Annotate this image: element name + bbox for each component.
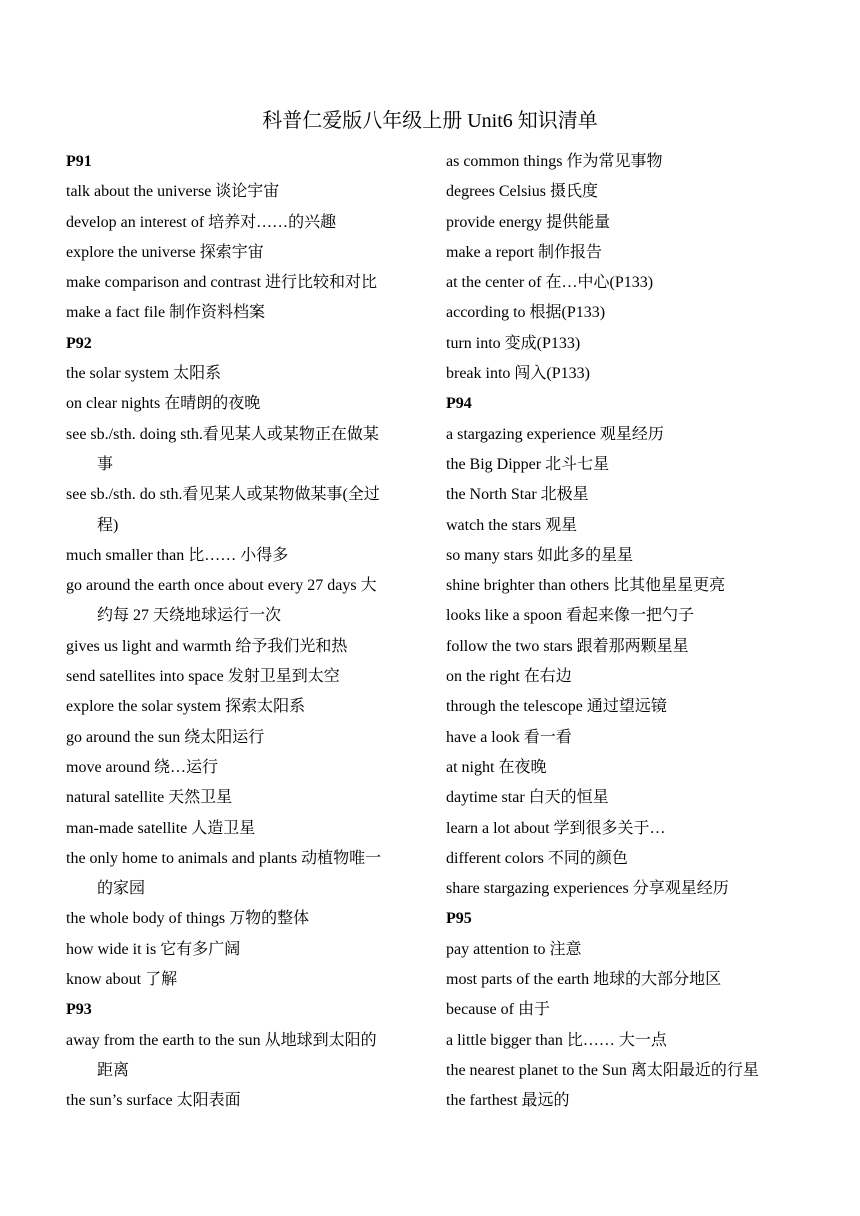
vocab-entry: know about 了解 [66, 971, 178, 989]
vocab-entry: see sb./sth. do sth.看见某人或某物做某事(全过 [66, 486, 380, 504]
vocab-entry: on the right 在右边 [446, 668, 572, 686]
vocab-entry: follow the two stars 跟着那两颗星星 [446, 637, 689, 655]
vocab-entry: degrees Celsius 摄氏度 [446, 183, 598, 201]
vocab-entry: go around the sun 绕太阳运行 [66, 728, 265, 746]
vocab-entry: away from the earth to the sun 从地球到太阳的 [66, 1031, 377, 1049]
vocab-entry: talk about the universe 谈论宇宙 [66, 183, 280, 201]
vocab-entry: the sun’s surface 太阳表面 [66, 1092, 241, 1110]
vocab-entry: watch the stars 观星 [446, 516, 578, 534]
vocab-entry: move around 绕…运行 [66, 758, 218, 776]
vocab-entry: explore the solar system 探索太阳系 [66, 698, 306, 716]
vocab-entry: send satellites into space 发射卫星到太空 [66, 668, 340, 686]
vocab-entry: looks like a spoon 看起来像一把勺子 [446, 607, 694, 625]
vocab-entry: on clear nights 在晴朗的夜晚 [66, 395, 261, 413]
vocab-entry: shine brighter than others 比其他星星更亮 [446, 577, 726, 595]
vocab-entry: make a fact file 制作资料档案 [66, 304, 266, 322]
vocab-entry: develop an interest of 培养对……的兴趣 [66, 213, 337, 231]
section-heading: P94 [446, 395, 472, 413]
vocab-entry: man-made satellite 人造卫星 [66, 819, 256, 837]
vocab-entry: explore the universe 探索宇宙 [66, 243, 264, 261]
section-heading: P95 [446, 910, 472, 928]
vocab-entry: natural satellite 天然卫星 [66, 789, 233, 807]
vocab-entry: the farthest 最远的 [446, 1092, 570, 1110]
right-column [446, 147, 806, 1117]
vocab-entry: break into 闯入(P133) [446, 365, 590, 383]
vocab-entry: pay attention to 注意 [446, 940, 582, 958]
vocab-entry: provide energy 提供能量 [446, 213, 611, 231]
vocab-entry: make a report 制作报告 [446, 243, 602, 261]
vocab-entry: the whole body of things 万物的整体 [66, 910, 310, 928]
section-heading: P91 [66, 153, 92, 170]
vocab-entry: go around the earth once about every 27 days 大 [66, 577, 377, 595]
vocab-entry-continuation: 事 [97, 455, 114, 473]
vocab-entry-continuation: 的家园 [97, 880, 146, 898]
vocab-entry-continuation: 约每 27 天绕地球运行一次 [97, 607, 282, 625]
vocab-entry: much smaller than 比…… 小得多 [66, 546, 289, 564]
vocab-entry: most parts of the earth 地球的大部分地区 [446, 971, 722, 989]
vocab-entry: different colors 不同的颜色 [446, 849, 628, 867]
vocab-entry-continuation: 程) [97, 516, 119, 534]
vocab-entry: as common things 作为常见事物 [446, 153, 663, 170]
vocab-entry: make comparison and contrast 进行比较和对比 [66, 274, 378, 292]
vocab-entry: how wide it is 它有多广阔 [66, 940, 241, 958]
vocab-entry: the Big Dipper 北斗七星 [446, 455, 610, 473]
vocab-entry: a stargazing experience 观星经历 [446, 425, 664, 443]
vocab-entry: have a look 看一看 [446, 728, 572, 746]
vocab-entry: learn a lot about 学到很多关于… [446, 819, 666, 837]
vocab-entry: gives us light and warmth 给予我们光和热 [66, 637, 348, 655]
vocab-entry: the only home to animals and plants 动植物唯一 [66, 849, 382, 867]
vocab-entry: daytime star 白天的恒星 [446, 789, 609, 807]
vocab-entry: the North Star 北极星 [446, 486, 589, 504]
vocab-entry: at the center of 在…中心(P133) [446, 274, 654, 292]
vocab-entry: the nearest planet to the Sun 离太阳最近的行星 [446, 1061, 759, 1079]
vocab-entry: the solar system 太阳系 [66, 365, 222, 383]
document-title: 科普仁爱版八年级上册 Unit6 知识清单 [262, 110, 598, 132]
vocab-entry: through the telescope 通过望远镜 [446, 698, 667, 716]
section-heading: P93 [66, 1001, 92, 1019]
section-heading: P92 [66, 334, 92, 352]
vocab-entry: so many stars 如此多的星星 [446, 546, 634, 564]
left-column [66, 147, 416, 1117]
vocab-entry: because of 由于 [446, 1001, 550, 1019]
vocab-entry-continuation: 距离 [97, 1061, 130, 1079]
vocab-entry: see sb./sth. doing sth.看见某人或某物正在做某 [66, 425, 379, 443]
vocab-entry: at night 在夜晚 [446, 758, 547, 776]
vocab-entry: a little bigger than 比…… 大一点 [446, 1031, 667, 1049]
vocab-entry: according to 根据(P133) [446, 304, 606, 322]
vocab-entry: share stargazing experiences 分享观星经历 [446, 880, 729, 898]
vocab-entry: turn into 变成(P133) [446, 334, 581, 352]
